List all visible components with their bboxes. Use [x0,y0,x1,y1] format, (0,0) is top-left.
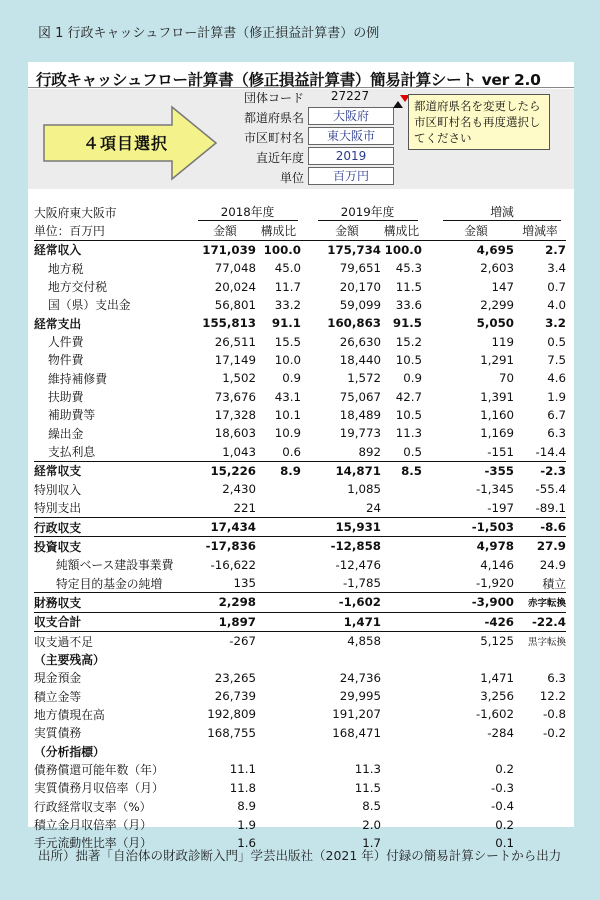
ratio-2019: 15.2 [395,334,422,349]
ratio-2018: 8.9 [256,461,301,480]
change-amount: 70 [498,371,514,386]
table-row [34,314,566,332]
amount-2018: 20,024 [214,279,256,294]
ratio-2018 [256,797,301,815]
change-amount: -3,900 [438,593,514,612]
change-rate: 3.4 [547,261,566,276]
amount-2018: 56,801 [214,297,256,312]
table-row [34,369,566,387]
change-rate: 0.7 [547,279,566,294]
change-rate: -8.6 [514,517,566,536]
row-label: 債務償還可能年数（年） [34,762,164,777]
title-divider [28,87,574,88]
amount-2019: 1.7 [362,835,381,850]
row-label: 財務収支 [34,593,194,612]
change-rate: -0.2 [542,725,566,740]
amount-2018: -267 [194,631,256,650]
ratio-2019: 100.0 [384,242,422,257]
change-rate: 赤字転換 [514,593,566,612]
change-amount: 0.1 [495,835,514,850]
amount-2019: 11.5 [354,780,381,795]
ratio-2019 [381,556,422,574]
amount-2019: 24 [365,500,381,515]
ratio-2019: 33.6 [395,297,422,312]
change-amount: 3,256 [480,689,514,704]
table-row [34,669,566,687]
table-row [34,240,566,259]
table-row [34,424,566,442]
amount-2019: 2.0 [362,817,381,832]
ratio-2019 [381,499,422,518]
ratio-2018: 45.0 [274,261,301,276]
amount-2019: 18,440 [339,352,381,367]
amount-2019: 18,489 [339,407,381,422]
table-row [34,631,566,650]
amount-2019: 75,067 [339,389,381,404]
row-label: （分析指標） [34,744,105,759]
ratio-2019: 91.5 [392,316,422,331]
row-label: 地方交付税 [48,280,107,295]
amount-2019 [313,650,381,668]
amount-2018: -17,836 [194,537,256,556]
row-label: 人件費 [48,335,84,350]
table-row [34,797,566,815]
row-label: 現金預金 [34,671,82,686]
amount-2019: 168,471 [332,725,381,740]
table-row [34,593,566,612]
table-row [34,705,566,723]
amount-2018: 1.6 [237,835,256,850]
code-value: 27227 [330,89,370,103]
amount-2019: -1,785 [342,576,381,591]
ratio-2019: 11.3 [395,426,422,441]
row-label: 投資収支 [34,537,194,556]
change-amount: 4,146 [480,557,514,572]
amount-2018: 1.9 [237,817,256,832]
row-label: 物件費 [48,353,84,368]
table-row [34,499,566,518]
cashflow-table [34,203,566,852]
change-amount: 5,050 [476,316,514,331]
pref-label: 都道府県名 [243,111,304,125]
ratio-2019 [381,797,422,815]
ratio-2019 [381,517,422,536]
ratio-2019 [381,779,422,797]
ratio-2019 [381,705,422,723]
table-row [34,461,566,480]
row-label: 収支過不足 [34,631,194,650]
change-rate: 3.2 [545,316,566,331]
change-amount: -0.3 [490,780,514,795]
change-amount: 4,978 [438,537,514,556]
amount-2018: 221 [233,500,256,515]
change-amount: 0.2 [495,762,514,777]
header-row-columns [34,221,566,240]
amount-2018: -16,622 [210,557,256,572]
amount-2018: 1,043 [222,444,256,459]
ratio-2019 [381,760,422,778]
amount-2018: 11.1 [229,762,256,777]
source-note: 出所）拙著「自治体の財政診断入門」学芸出版社（2021 年）付録の簡易計算シートから出力 [38,848,562,863]
amount-2018: 26,739 [214,689,256,704]
amount-2018: 15,226 [194,461,256,480]
amount-2018 [194,650,256,668]
row-label: 地方債現在高 [34,707,105,722]
change-rate: 0.5 [547,334,566,349]
table-row [34,815,566,833]
ratio-2018 [256,779,301,797]
amount-2019: 79,651 [339,261,381,276]
ratio-2018 [256,517,301,536]
change-amount [438,742,514,760]
amount-2018: 17,434 [194,517,256,536]
col-amount-2: 金額 [313,221,381,240]
change-amount: 147 [491,279,514,294]
change-rate: -0.8 [542,707,566,722]
city-label: 市区町村名 [243,131,304,145]
amount-2019: 191,207 [332,707,381,722]
amount-2018: 17,149 [214,352,256,367]
change-amount: -1,503 [438,517,514,536]
row-label: 行政経常収支率（%） [34,799,152,814]
row-label: 経常支出 [34,316,82,331]
ratio-2019: 45.3 [395,261,422,276]
amount-2019: -12,476 [335,557,381,572]
change-rate [514,815,566,833]
amount-2018: 1,897 [194,612,256,631]
table-row [34,351,566,369]
entity-name: 大阪府東大阪市 [34,205,117,220]
amount-2019: 59,099 [339,297,381,312]
amount-2019: -1,602 [313,593,381,612]
change-amount: 1,391 [480,389,514,404]
col-change-rate: 増減率 [514,221,566,240]
year-select[interactable]: 2019 [308,147,394,165]
row-label: 純額ベース建設事業費 [56,558,174,573]
change-rate: 4.6 [547,371,566,386]
change-amount: -426 [438,612,514,631]
amount-2018: 168,755 [207,725,256,740]
ratio-2018: 0.9 [282,371,301,386]
change-rate: 黒字転換 [514,631,566,650]
ratio-2019 [381,480,422,498]
col-change-amount: 金額 [438,221,514,240]
ratio-2019 [381,537,422,556]
change-amount: 4,695 [476,242,514,257]
amount-2019: 11.3 [354,762,381,777]
row-label: 積立金等 [34,689,82,704]
change-rate: -22.4 [514,612,566,631]
change-rate: 6.3 [547,426,566,441]
change-rate: 6.7 [547,407,566,422]
change-amount: 1,471 [480,670,514,685]
change-rate [514,779,566,797]
amount-2018: 155,813 [202,316,256,331]
change-amount: 1,169 [480,426,514,441]
ratio-2018 [256,760,301,778]
amount-2019: 29,995 [339,689,381,704]
sheet-title: 行政キャッシュフロー計算書（修正損益計算書）簡易計算シート ver 2.0 [36,71,541,89]
change-amount: 119 [491,334,514,349]
ratio-2019 [381,815,422,833]
amount-2019: 1,572 [347,371,381,386]
col-amount-1: 金額 [194,221,256,240]
amount-2018: 17,328 [214,407,256,422]
change-rate: 4.0 [547,297,566,312]
table-row [34,574,566,593]
amount-2019: 24,736 [339,670,381,685]
change-rate: -55.4 [535,482,566,497]
change-amount: -0.4 [490,799,514,814]
amount-2018: 2,298 [194,593,256,612]
row-label: （主要残高） [34,652,105,667]
change-amount: -197 [487,500,514,515]
row-label: 特別収入 [34,482,82,497]
change-amount: -151 [487,444,514,459]
pref-select[interactable]: 大阪府 [308,107,394,125]
ratio-2018 [256,650,301,668]
ratio-2018 [256,687,301,705]
row-label: 特定目的基金の純増 [56,576,163,591]
change-rate: 積立 [542,576,566,591]
year1-header: 2018年度 [194,203,301,221]
change-amount: 5,125 [438,631,514,650]
table-row [34,259,566,277]
change-rate: -89.1 [535,500,566,515]
row-label: 繰出金 [48,426,84,441]
ratio-2019: 42.7 [395,389,422,404]
table-row [34,332,566,350]
amount-2019: -12,858 [313,537,381,556]
ratio-2018 [256,574,301,593]
ratio-2018 [256,631,301,650]
col-ratio-1: 構成比 [256,221,301,240]
change-amount: -1,602 [475,707,514,722]
ratio-2019 [381,724,422,742]
note-box: 都道府県名を変更したら市区町村名も再度選択してください [408,94,550,150]
ratio-2018: 100.0 [263,242,301,257]
change-rate: 2.7 [545,242,566,257]
change-rate: 1.9 [547,389,566,404]
year2-header: 2019年度 [313,203,422,221]
amount-2018: 8.9 [237,799,256,814]
ratio-2019: 10.5 [395,407,422,422]
table-row [34,480,566,498]
ratio-2018 [256,499,301,518]
row-label: 補助費等 [48,408,96,423]
ratio-2018 [256,724,301,742]
table-row [34,556,566,574]
change-amount: 0.2 [495,817,514,832]
amount-2018: 171,039 [202,242,256,257]
ratio-2019: 0.5 [403,444,422,459]
ratio-2019 [381,631,422,650]
calc-sheet [28,62,574,851]
ratio-2019 [381,593,422,612]
ratio-2018: 0.6 [282,444,301,459]
ratio-2018 [256,705,301,723]
amount-2018 [194,742,256,760]
ratio-2018 [256,537,301,556]
amount-2019: 892 [358,444,381,459]
row-label: 積立金月収倍率（月） [34,818,152,833]
unit-note: 単位：百万円 [34,221,194,240]
amount-2019: 14,871 [313,461,381,480]
amount-2019 [313,742,381,760]
amount-2018: 135 [233,576,256,591]
ratio-2019: 10.5 [395,352,422,367]
table-row [34,612,566,631]
row-label: 維持補修費 [48,371,107,386]
amount-2019: 15,931 [313,517,381,536]
change-rate: -14.4 [535,444,566,459]
ratio-2019 [381,742,422,760]
row-label: 手元流動性比率（月） [34,836,152,851]
ratio-2018: 91.1 [271,316,301,331]
amount-2018: 26,511 [214,334,256,349]
ratio-2019 [381,669,422,687]
amount-2019: 8.5 [362,799,381,814]
amount-2019: 20,170 [339,279,381,294]
amount-2019: 1,085 [347,482,381,497]
ratio-2019: 8.5 [381,461,422,480]
table-row [34,517,566,536]
change-rate: 12.2 [539,689,566,704]
pointer-icon [393,101,403,108]
change-rate: 6.3 [547,670,566,685]
amount-2019: 19,773 [339,426,381,441]
ratio-2019 [381,687,422,705]
ratio-2018: 10.9 [274,426,301,441]
header-row-years [34,203,566,221]
ratio-2018: 43.1 [274,389,301,404]
ratio-2018: 11.7 [274,279,301,294]
ratio-2019: 0.9 [403,371,422,386]
change-rate: 27.9 [514,537,566,556]
table-row [34,779,566,797]
city-select[interactable]: 東大阪市 [308,127,394,145]
ratio-2019: 11.5 [395,279,422,294]
amount-2019: 160,863 [327,316,381,331]
change-amount: -1,920 [475,576,514,591]
change-rate: -2.3 [514,461,566,480]
change-rate [514,760,566,778]
change-rate [514,742,566,760]
year-label: 直近年度 [255,151,304,165]
table-row [34,687,566,705]
change-rate: 24.9 [539,557,566,572]
table-row [34,277,566,295]
ratio-2018: 10.1 [274,407,301,422]
table-row [34,537,566,556]
change-amount: 1,291 [480,352,514,367]
row-label: 行政収支 [34,517,194,536]
change-header: 増減 [438,203,566,221]
select-items-label: ４項目選択 [83,134,169,153]
table-row [34,650,566,668]
ratio-2018 [256,742,301,760]
amount-2019: 1,471 [313,612,381,631]
ratio-2018 [256,480,301,498]
change-rate [514,650,566,668]
amount-2018: 2,430 [222,482,256,497]
amount-2019: 4,858 [313,631,381,650]
change-amount: 1,160 [480,407,514,422]
row-label: 特別支出 [34,501,82,516]
ratio-2018: 10.0 [274,352,301,367]
figure-caption: 図 1 行政キャッシュフロー計算書（修正損益計算書）の例 [38,26,380,41]
ratio-2018 [256,669,301,687]
change-amount: 2,299 [480,297,514,312]
ratio-2019 [381,650,422,668]
table-row [34,724,566,742]
table-row [34,296,566,314]
code-label: 団体コード [243,91,304,105]
change-amount [438,650,514,668]
ratio-2018 [256,556,301,574]
change-rate: 7.5 [547,352,566,367]
change-amount: -284 [487,725,514,740]
input-panel [28,89,574,189]
table-row [34,742,566,760]
row-label: 支払利息 [48,445,96,460]
ratio-2018: 15.5 [274,334,301,349]
row-label: 扶助費 [48,390,84,405]
ratio-2018 [256,815,301,833]
col-ratio-2: 構成比 [381,221,422,240]
row-label: 実質債務月収倍率（月） [34,781,164,796]
amount-2019: 26,630 [339,334,381,349]
ratio-2018 [256,593,301,612]
ratio-2018: 33.2 [274,297,301,312]
change-amount: -1,345 [475,482,514,497]
table-row [34,387,566,405]
ratio-2019 [381,574,422,593]
ratio-2019 [381,612,422,631]
row-label: 地方税 [48,261,84,276]
change-amount: 2,603 [480,261,514,276]
table-row [34,406,566,424]
amount-2018: 77,048 [214,261,256,276]
change-rate [514,797,566,815]
amount-2018: 1,502 [222,371,256,386]
amount-2018: 73,676 [214,389,256,404]
ratio-2018 [256,612,301,631]
unit-label: 単位 [279,171,304,185]
amount-2019: 175,734 [327,242,381,257]
amount-2018: 18,603 [214,426,256,441]
amount-2018: 192,809 [207,707,256,722]
row-label: 収支合計 [34,612,194,631]
amount-2018: 11.8 [229,780,256,795]
row-label: 経常収支 [34,461,194,480]
amount-2018: 23,265 [214,670,256,685]
change-amount: -355 [438,461,514,480]
unit-select[interactable]: 百万円 [308,167,394,185]
row-label: 実質債務 [34,726,82,741]
table-row [34,442,566,461]
table-row [34,760,566,778]
row-label: 国（県）支出金 [48,298,131,313]
row-label: 経常収入 [34,243,82,258]
